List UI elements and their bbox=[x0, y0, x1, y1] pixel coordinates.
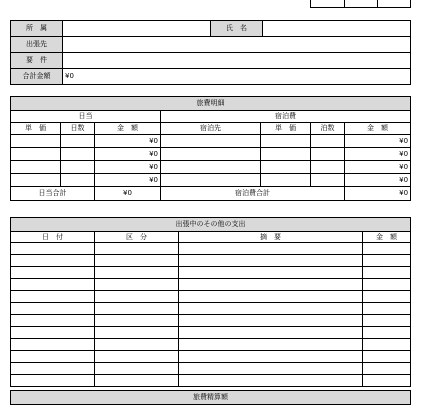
other-amount-cell[interactable] bbox=[363, 339, 411, 351]
purpose-field[interactable] bbox=[63, 53, 411, 69]
lodging-amount-cell: ¥0 bbox=[345, 161, 411, 174]
settlement-title: 旅費精算額 bbox=[11, 391, 411, 405]
days-cell[interactable] bbox=[61, 148, 95, 161]
col-amount-lodging: 金 額 bbox=[345, 123, 411, 135]
days-cell[interactable] bbox=[61, 161, 95, 174]
category-cell[interactable] bbox=[95, 351, 179, 363]
lodging-unit-price-cell[interactable] bbox=[261, 174, 311, 187]
col-unit-price: 単 価 bbox=[11, 123, 61, 135]
col-unit-price-lodging: 単 価 bbox=[261, 123, 311, 135]
other-amount-cell[interactable] bbox=[363, 303, 411, 315]
table-row bbox=[11, 327, 411, 339]
lodging-unit-price-cell[interactable] bbox=[261, 135, 311, 148]
unit-price-cell[interactable] bbox=[11, 135, 61, 148]
table-row bbox=[11, 255, 411, 267]
other-amount-cell[interactable] bbox=[363, 315, 411, 327]
total-label: 合計金額 bbox=[11, 69, 63, 85]
stamp-cell[interactable] bbox=[378, 0, 411, 8]
expense-detail-table bbox=[10, 96, 411, 201]
nights-cell[interactable] bbox=[311, 148, 345, 161]
table-row bbox=[11, 303, 411, 315]
lodging-header: 宿泊費 bbox=[161, 111, 411, 123]
summary-cell[interactable] bbox=[179, 279, 363, 291]
lodging-amount-cell: ¥0 bbox=[345, 148, 411, 161]
lodging-place-cell[interactable] bbox=[161, 174, 261, 187]
category-cell[interactable] bbox=[95, 339, 179, 351]
summary-cell[interactable] bbox=[179, 267, 363, 279]
summary-cell[interactable] bbox=[179, 291, 363, 303]
expense-detail-title: 旅費明細 bbox=[11, 97, 411, 111]
summary-cell[interactable] bbox=[179, 327, 363, 339]
lodging-place-cell[interactable] bbox=[161, 148, 261, 161]
other-amount-cell[interactable] bbox=[363, 327, 411, 339]
summary-cell[interactable] bbox=[179, 255, 363, 267]
category-cell[interactable] bbox=[95, 315, 179, 327]
other-amount-cell[interactable] bbox=[363, 363, 411, 375]
stamp-cell[interactable] bbox=[345, 0, 378, 8]
applicant-table bbox=[10, 20, 411, 85]
table-row bbox=[11, 375, 411, 387]
col-category: 区 分 bbox=[95, 232, 179, 243]
lodging-total-label: 宿泊費合計 bbox=[161, 187, 345, 201]
table-row bbox=[11, 161, 411, 174]
col-lodging-place: 宿泊先 bbox=[161, 123, 261, 135]
table-row bbox=[11, 363, 411, 375]
total-value: ¥0 bbox=[63, 69, 411, 85]
amount-cell: ¥0 bbox=[95, 135, 161, 148]
other-expenses-table bbox=[10, 217, 411, 387]
category-cell[interactable] bbox=[95, 243, 179, 255]
daily-total-label: 日当合計 bbox=[11, 187, 95, 201]
lodging-unit-price-cell[interactable] bbox=[261, 148, 311, 161]
summary-cell[interactable] bbox=[179, 243, 363, 255]
lodging-amount-cell: ¥0 bbox=[345, 174, 411, 187]
summary-cell[interactable] bbox=[179, 303, 363, 315]
summary-cell[interactable] bbox=[179, 375, 363, 387]
date-cell[interactable] bbox=[11, 375, 95, 387]
date-cell[interactable] bbox=[11, 315, 95, 327]
date-cell[interactable] bbox=[11, 291, 95, 303]
category-cell[interactable] bbox=[95, 375, 179, 387]
lodging-total-value: ¥0 bbox=[345, 187, 411, 201]
amount-cell: ¥0 bbox=[95, 148, 161, 161]
date-cell[interactable] bbox=[11, 303, 95, 315]
date-cell[interactable] bbox=[11, 279, 95, 291]
date-cell[interactable] bbox=[11, 243, 95, 255]
summary-cell[interactable] bbox=[179, 351, 363, 363]
approval-stamp-table bbox=[310, 0, 411, 8]
col-nights: 泊数 bbox=[311, 123, 345, 135]
lodging-place-cell[interactable] bbox=[161, 135, 261, 148]
table-row bbox=[11, 351, 411, 363]
date-cell[interactable] bbox=[11, 351, 95, 363]
table-row bbox=[11, 279, 411, 291]
summary-cell[interactable] bbox=[179, 363, 363, 375]
date-cell[interactable] bbox=[11, 327, 95, 339]
other-amount-cell[interactable] bbox=[363, 375, 411, 387]
table-row bbox=[11, 291, 411, 303]
other-amount-cell[interactable] bbox=[363, 351, 411, 363]
other-amount-cell[interactable] bbox=[363, 279, 411, 291]
daily-allowance-header: 日当 bbox=[11, 111, 161, 123]
table-row bbox=[11, 148, 411, 161]
table-row bbox=[11, 243, 411, 255]
date-cell[interactable] bbox=[11, 267, 95, 279]
name-label: 氏 名 bbox=[211, 21, 263, 37]
nights-cell[interactable] bbox=[311, 174, 345, 187]
lodging-place-cell[interactable] bbox=[161, 161, 261, 174]
date-cell[interactable] bbox=[11, 363, 95, 375]
col-amount: 金 額 bbox=[95, 123, 161, 135]
unit-price-cell[interactable] bbox=[11, 161, 61, 174]
category-cell[interactable] bbox=[95, 363, 179, 375]
category-cell[interactable] bbox=[95, 279, 179, 291]
col-other-amount: 金 額 bbox=[363, 232, 411, 243]
unit-price-cell[interactable] bbox=[11, 148, 61, 161]
affiliation-label: 所 属 bbox=[11, 21, 63, 37]
lodging-unit-price-cell[interactable] bbox=[261, 161, 311, 174]
destination-label: 出張先 bbox=[11, 37, 63, 53]
other-amount-cell[interactable] bbox=[363, 267, 411, 279]
other-amount-cell[interactable] bbox=[363, 255, 411, 267]
lodging-amount-cell: ¥0 bbox=[345, 135, 411, 148]
table-row bbox=[11, 174, 411, 187]
unit-price-cell[interactable] bbox=[11, 174, 61, 187]
date-cell[interactable] bbox=[11, 339, 95, 351]
nights-cell[interactable] bbox=[311, 161, 345, 174]
summary-cell[interactable] bbox=[179, 315, 363, 327]
category-cell[interactable] bbox=[95, 267, 179, 279]
stamp-cell[interactable] bbox=[311, 0, 345, 8]
amount-cell: ¥0 bbox=[95, 174, 161, 187]
category-cell[interactable] bbox=[95, 255, 179, 267]
destination-field[interactable] bbox=[63, 37, 411, 53]
other-expenses-title: 出張中のその他の支出 bbox=[11, 218, 411, 232]
table-row bbox=[11, 135, 411, 148]
category-cell[interactable] bbox=[95, 303, 179, 315]
name-field[interactable] bbox=[263, 21, 411, 37]
category-cell[interactable] bbox=[95, 327, 179, 339]
settlement-table bbox=[10, 390, 411, 405]
nights-cell[interactable] bbox=[311, 135, 345, 148]
col-date: 日 付 bbox=[11, 232, 95, 243]
daily-total-value: ¥0 bbox=[95, 187, 161, 201]
summary-cell[interactable] bbox=[179, 339, 363, 351]
table-row bbox=[11, 339, 411, 351]
col-summary: 摘 要 bbox=[179, 232, 363, 243]
table-row bbox=[11, 267, 411, 279]
table-row bbox=[11, 315, 411, 327]
col-days: 日数 bbox=[61, 123, 95, 135]
other-amount-cell[interactable] bbox=[363, 291, 411, 303]
days-cell[interactable] bbox=[61, 174, 95, 187]
amount-cell: ¥0 bbox=[95, 161, 161, 174]
category-cell[interactable] bbox=[95, 291, 179, 303]
affiliation-field[interactable] bbox=[63, 21, 211, 37]
date-cell[interactable] bbox=[11, 255, 95, 267]
purpose-label: 要 件 bbox=[11, 53, 63, 69]
days-cell[interactable] bbox=[61, 135, 95, 148]
other-amount-cell[interactable] bbox=[363, 243, 411, 255]
